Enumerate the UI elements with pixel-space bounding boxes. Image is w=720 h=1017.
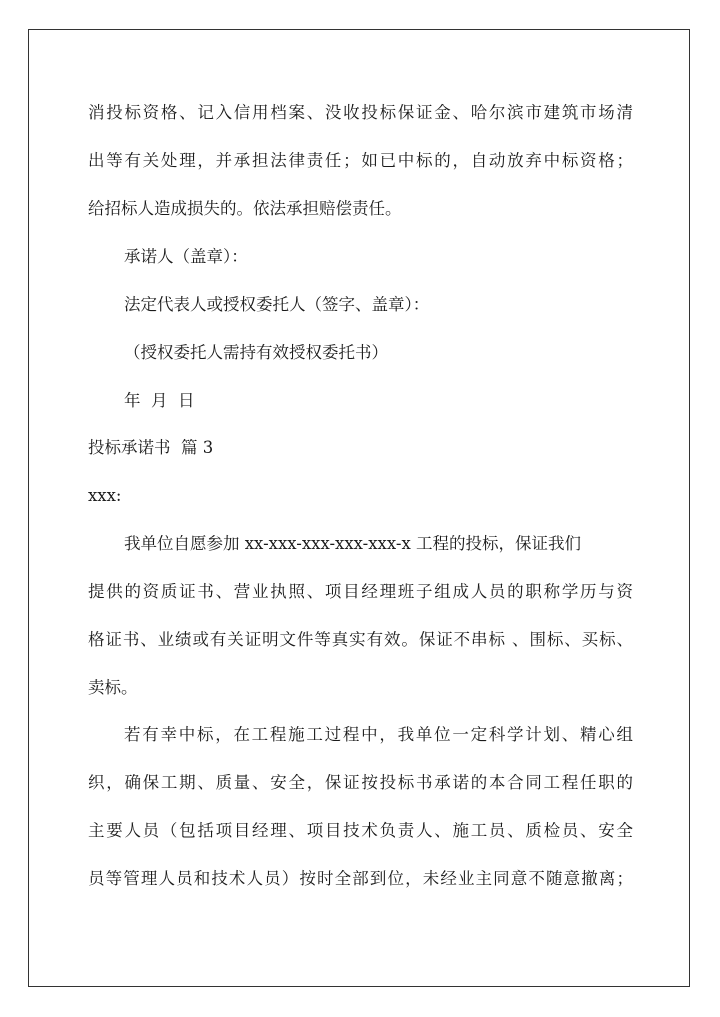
text-line-15: 织，确保工期、质量、安全，保证按投标书承诺的本合同工程任职的	[88, 773, 633, 792]
text-line-16: 主要人员（包括项目经理、项目技术负责人、施工员、质检员、安全	[88, 821, 633, 840]
representative-label: 法定代表人或授权委托人（签字、盖章）：	[124, 295, 430, 314]
text-line-13: 卖标。	[88, 678, 138, 697]
authorization-note: （授权委托人需持有效授权委托书）	[124, 343, 388, 362]
date-line: 年 月 日	[124, 391, 195, 410]
text-line-2: 出等有关处理，并承担法律责任；如已中标的，自动放弃中标资格；	[88, 151, 633, 170]
text-line-3: 给招标人造成损失的。依法承担赔偿责任。	[88, 199, 402, 218]
section-heading: 投标承诺书 篇 3	[88, 438, 214, 457]
text-line-17: 员等管理人员和技术人员）按时全部到位，未经业主同意不随意撤离；	[88, 869, 633, 888]
text-line-10: 我单位自愿参加 xx-xxx-xxx-xxx-xxx-x 工程的投标，保证我们	[124, 534, 581, 553]
addressee: xxx:	[88, 486, 122, 505]
page-border	[28, 29, 690, 987]
signatory-label: 承诺人（盖章）：	[124, 247, 248, 266]
text-line-1: 消投标资格、记入信用档案、没收投标保证金、哈尔滨市建筑市场清	[88, 103, 633, 122]
text-line-14: 若有幸中标，在工程施工过程中，我单位一定科学计划、精心组	[124, 725, 633, 744]
text-line-12: 格证书、业绩或有关证明文件等真实有效。保证不串标 、围标、买标、	[88, 630, 633, 649]
text-line-11: 提供的资质证书、营业执照、项目经理班子组成人员的职称学历与资	[88, 582, 633, 601]
